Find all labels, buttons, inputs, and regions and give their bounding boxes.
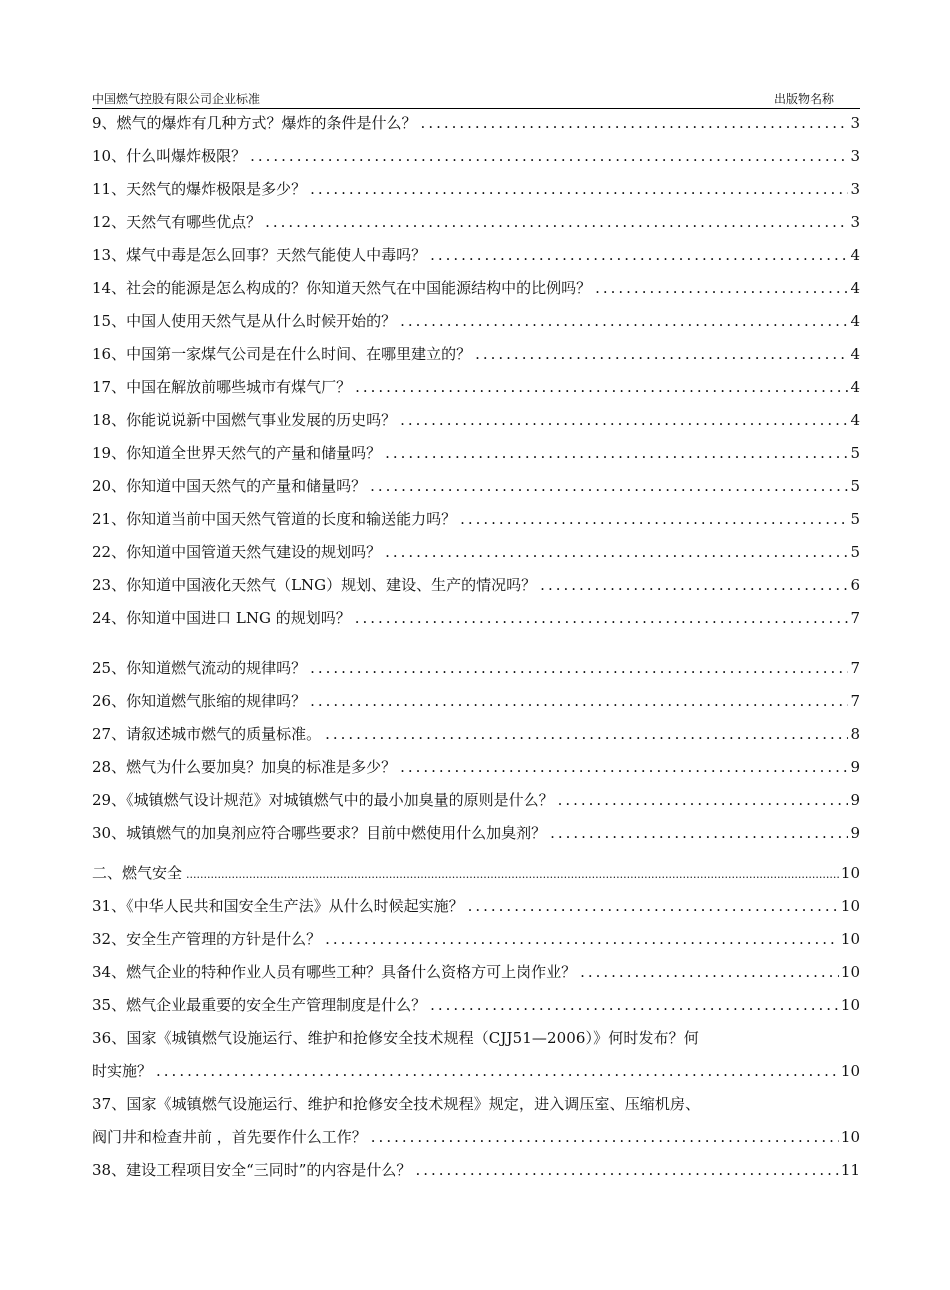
toc-entry-28[interactable] xyxy=(92,756,860,789)
dot-leader xyxy=(468,895,839,917)
table-of-contents xyxy=(92,112,860,1192)
toc-entry-title: 15、中国人使用天然气是从什么时候开始的？ xyxy=(92,312,397,330)
header-company-standard: 中国燃气控股有限公司企业标准 xyxy=(92,92,261,106)
toc-entry-15[interactable] xyxy=(92,310,860,343)
toc-entry-title: 21、你知道当前中国天然气管道的长度和输送能力吗？ xyxy=(92,510,457,528)
toc-entry-title: 14、社会的能源是怎么构成的？你知道天然气在中国能源结构中的比例吗？ xyxy=(92,279,592,297)
toc-page-number: 10 xyxy=(840,1062,860,1080)
toc-entry-title: 23、你知道中国液化天然气（LNG）规划、建设、生产的情况吗？ xyxy=(92,576,537,594)
toc-entry-38[interactable] xyxy=(92,1159,860,1192)
dot-leader xyxy=(400,756,848,778)
toc-page-number: 10 xyxy=(840,1128,860,1146)
toc-page-number: 9 xyxy=(850,824,860,842)
header-publication-name: 出版物名称 xyxy=(773,92,834,106)
dot-leader xyxy=(310,178,848,200)
toc-entry-title: 31、《中华人民共和国安全生产法》从什么时候起实施？ xyxy=(92,897,464,915)
dot-leader xyxy=(310,690,848,712)
toc-entry-11[interactable] xyxy=(92,178,860,211)
toc-entry-20[interactable] xyxy=(92,475,860,508)
toc-entry-title: 11、天然气的爆炸极限是多少？ xyxy=(92,180,307,198)
toc-entry-34[interactable] xyxy=(92,961,860,994)
toc-entry-14[interactable] xyxy=(92,277,860,310)
dot-leader xyxy=(371,1126,839,1148)
toc-page-number: 7 xyxy=(850,659,860,677)
toc-entry-9[interactable] xyxy=(92,112,860,145)
toc-entry-27[interactable] xyxy=(92,723,860,756)
dot-leader xyxy=(156,1060,839,1082)
dot-leader xyxy=(415,1159,838,1181)
toc-entry-title: 10、什么叫爆炸极限？ xyxy=(92,147,247,165)
toc-entry-17[interactable] xyxy=(92,376,860,409)
dot-leader xyxy=(540,574,848,596)
toc-section-title: 二、燃气安全 xyxy=(92,864,183,882)
dot-leader xyxy=(385,541,848,563)
toc-entry-title: 20、你知道中国天然气的产量和储量吗？ xyxy=(92,477,367,495)
toc-page-number: 10 xyxy=(840,864,860,882)
toc-page-number: 10 xyxy=(840,897,860,915)
toc-page-number: 6 xyxy=(850,576,860,594)
toc-entry-title: 32、安全生产管理的方针是什么？ xyxy=(92,930,322,948)
toc-page-number: 3 xyxy=(850,147,860,165)
toc-entry-title: 38、建设工程项目安全“三同时”的内容是什么？ xyxy=(92,1161,412,1179)
toc-entry-title-line1: 36、国家《城镇燃气设施运行、维护和抢修安全技术规程（CJJ51—2006）》何时发布？何 xyxy=(92,1029,699,1047)
toc-entry-22[interactable] xyxy=(92,541,860,574)
toc-entry-title: 17、中国在解放前哪些城市有煤气厂？ xyxy=(92,378,352,396)
toc-entry-title: 28、燃气为什么要加臭？加臭的标准是多少？ xyxy=(92,758,397,776)
toc-page-number: 4 xyxy=(850,279,860,297)
toc-page-number: 4 xyxy=(850,378,860,396)
toc-page-number: 9 xyxy=(850,758,860,776)
dot-leader xyxy=(550,822,848,844)
toc-entry-title: 22、你知道中国管道天然气建设的规划吗？ xyxy=(92,543,382,561)
toc-entry-title-line1: 37、国家《城镇燃气设施运行、维护和抢修安全技术规程》规定，进入调压室、压缩机房、 xyxy=(92,1095,701,1113)
dot-leader xyxy=(595,277,848,299)
toc-entry-title: 12、天然气有哪些优点？ xyxy=(92,213,262,231)
toc-entry-title: 18、你能说说新中国燃气事业发展的历史吗？ xyxy=(92,411,397,429)
dot-leader xyxy=(325,723,848,745)
toc-entry-25[interactable] xyxy=(92,657,860,690)
dot-leader xyxy=(355,607,849,629)
toc-entry-title: 26、你知道燃气胀缩的规律吗？ xyxy=(92,692,307,710)
toc-entry-37[interactable] xyxy=(92,1093,860,1159)
toc-entry-31[interactable] xyxy=(92,895,860,928)
toc-page-number: 3 xyxy=(850,213,860,231)
dot-leader xyxy=(475,343,848,365)
toc-entry-18[interactable] xyxy=(92,409,860,442)
toc-page-number: 5 xyxy=(850,543,860,561)
toc-page-number: 3 xyxy=(850,180,860,198)
toc-page-number: 7 xyxy=(850,692,860,710)
toc-section-gas-safety[interactable] xyxy=(92,862,860,895)
dot-leader xyxy=(186,864,839,886)
toc-page-number: 4 xyxy=(850,411,860,429)
toc-page-number: 5 xyxy=(850,510,860,528)
dot-leader xyxy=(355,376,848,398)
toc-entry-title: 13、煤气中毒是怎么回事？天然气能使人中毒吗？ xyxy=(92,246,427,264)
toc-entry-title: 34、燃气企业的特种作业人员有哪些工种？具备什么资格方可上岗作业？ xyxy=(92,963,577,981)
dot-leader xyxy=(265,211,848,233)
dot-leader xyxy=(250,145,848,167)
toc-entry-24[interactable] xyxy=(92,607,860,640)
dot-leader xyxy=(430,244,848,266)
dot-leader xyxy=(310,657,848,679)
dot-leader xyxy=(430,994,839,1016)
toc-entry-title: 24、你知道中国进口 LNG 的规划吗？ xyxy=(92,609,351,627)
page-header xyxy=(92,90,860,109)
toc-entry-title: 25、你知道燃气流动的规律吗？ xyxy=(92,659,307,677)
toc-entry-30[interactable] xyxy=(92,822,860,855)
toc-entry-title-line2: 阀门井和检查井前 ，首先要作什么工作？ xyxy=(92,1128,367,1146)
toc-entry-title: 19、你知道全世界天然气的产量和储量吗？ xyxy=(92,444,382,462)
toc-entry-29[interactable] xyxy=(92,789,860,822)
toc-entry-title: 35、燃气企业最重要的安全生产管理制度是什么？ xyxy=(92,996,427,1014)
toc-entry-10[interactable] xyxy=(92,145,860,178)
toc-entry-12[interactable] xyxy=(92,211,860,244)
toc-page-number: 10 xyxy=(840,963,860,981)
dot-leader xyxy=(460,508,848,530)
toc-page-number: 3 xyxy=(850,114,860,132)
toc-entry-26[interactable] xyxy=(92,690,860,723)
toc-entry-23[interactable] xyxy=(92,574,860,607)
toc-page-number: 11 xyxy=(840,1161,860,1179)
dot-leader xyxy=(558,789,849,811)
toc-entry-21[interactable] xyxy=(92,508,860,541)
dot-leader xyxy=(325,928,839,950)
dot-leader xyxy=(400,310,848,332)
toc-page-number: 4 xyxy=(850,312,860,330)
toc-entry-35[interactable] xyxy=(92,994,860,1027)
toc-entry-16[interactable] xyxy=(92,343,860,376)
toc-page-number: 9 xyxy=(850,791,860,809)
dot-leader xyxy=(400,409,848,431)
toc-page-number: 4 xyxy=(850,246,860,264)
toc-entry-title: 27、请叙述城市燃气的质量标准。 xyxy=(92,725,322,743)
toc-entry-title-line2: 时实施？ xyxy=(92,1062,153,1080)
toc-page-number: 10 xyxy=(840,996,860,1014)
toc-page-number: 5 xyxy=(850,444,860,462)
toc-page-number: 10 xyxy=(840,930,860,948)
toc-entry-title: 29、《城镇燃气设计规范》对城镇燃气中的最小加臭量的原则是什么？ xyxy=(92,791,554,809)
toc-entry-32[interactable] xyxy=(92,928,860,961)
dot-leader xyxy=(421,112,849,134)
toc-page-number: 4 xyxy=(850,345,860,363)
toc-page-number: 8 xyxy=(850,725,860,743)
toc-entry-36[interactable] xyxy=(92,1027,860,1093)
toc-entry-title: 16、中国第一家煤气公司是在什么时间、在哪里建立的？ xyxy=(92,345,472,363)
toc-entry-title: 30、城镇燃气的加臭剂应符合哪些要求？目前中燃使用什么加臭剂？ xyxy=(92,824,547,842)
dot-leader xyxy=(370,475,848,497)
toc-entry-title: 9、燃气的爆炸有几种方式？爆炸的条件是什么？ xyxy=(92,114,417,132)
toc-entry-13[interactable] xyxy=(92,244,860,277)
dot-leader xyxy=(580,961,839,983)
dot-leader xyxy=(385,442,848,464)
toc-page-number: 5 xyxy=(850,477,860,495)
toc-entry-19[interactable] xyxy=(92,442,860,475)
toc-page-number: 7 xyxy=(850,609,860,627)
